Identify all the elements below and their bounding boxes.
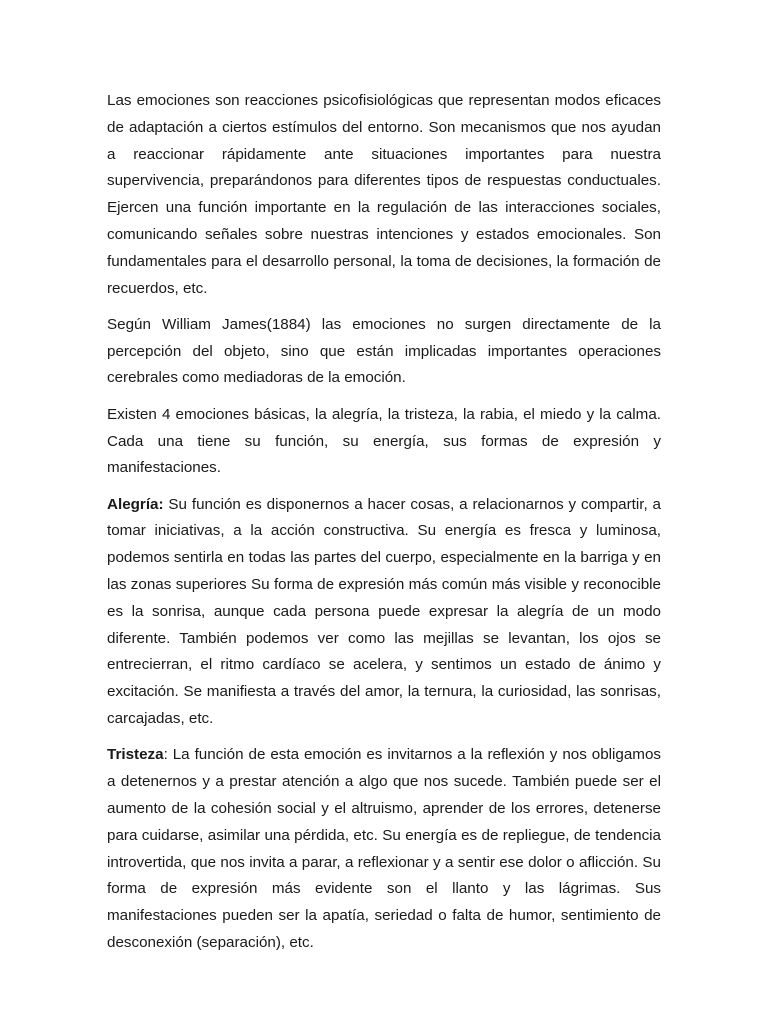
basic-emotions-paragraph: Existen 4 emociones básicas, la alegría, la tristeza, la rabia, el miedo y la calma. Cada una tiene su función, su energía, sus formas de expresión y manifestaciones. <box>107 405 661 477</box>
tristeza-paragraph <box>107 742 661 956</box>
tristeza-text: : La función de esta emoción es invitarnos a la reflexión y nos obligamos a detenernos y a prestar atención a algo que nos sucede. También puede ser el aumento de la cohesión social y el altruismo, aprender de los errores, detenerse para cuidarse, asimilar una pérdida, etc. Su energía es de repliegue, de tendencia introvertida, que nos invita a parar, a reflexionar y a sentir ese dolor o aflicción. Su forma de expresión más evidente son el llanto y las lágrimas. Sus manifestaciones pueden ser la apatía, seriedad o falta de humor, sentimiento de desconexión (separación), etc. <box>107 746 661 951</box>
alegria-paragraph <box>107 492 661 733</box>
william-james-paragraph: Según William James(1884) las emociones no surgen directamente de la percepción del objeto, sino que están implicadas importantes operaciones cerebrales como mediadoras de la emoción. <box>107 315 661 387</box>
tristeza-term: Tristeza <box>107 746 164 764</box>
alegria-term: Alegría: <box>107 495 164 513</box>
alegria-text: Su función es disponernos a hacer cosas, a relacionarnos y compartir, a tomar iniciativas, a la acción constructiva. Su energía es fresca y luminosa, podemos sentirla en todas las partes del cuerpo, especialmente en la barriga y en las zonas superiores Su forma de expresión más común más visible y reconocible es la sonrisa, aunque cada persona puede expresar la alegría de un modo diferente. También podemos ver como las mejillas se levantan, los ojos se entrecierran, el ritmo cardíaco se acelera, y sentimos un estado de ánimo y excitación. Se manifiesta a través del amor, la ternura, la curiosidad, las sonrisas, carcajadas, etc. <box>107 495 661 728</box>
document-page <box>107 88 661 966</box>
intro-paragraph: Las emociones son reacciones psicofisiológicas que representan modos eficaces de adaptación a ciertos estímulos del entorno. Son mecanismos que nos ayudan a reaccionar rápidamente ante situaciones importantes para nuestra supervivencia, preparándonos para diferentes tipos de respuestas conductuales. Ejercen una función importante en la regulación de las interacciones sociales, comunicando señales sobre nuestras intenciones y estados emocionales. Son fundamentales para el desarrollo personal, la toma de decisiones, la formación de recuerdos, etc. <box>107 92 661 297</box>
